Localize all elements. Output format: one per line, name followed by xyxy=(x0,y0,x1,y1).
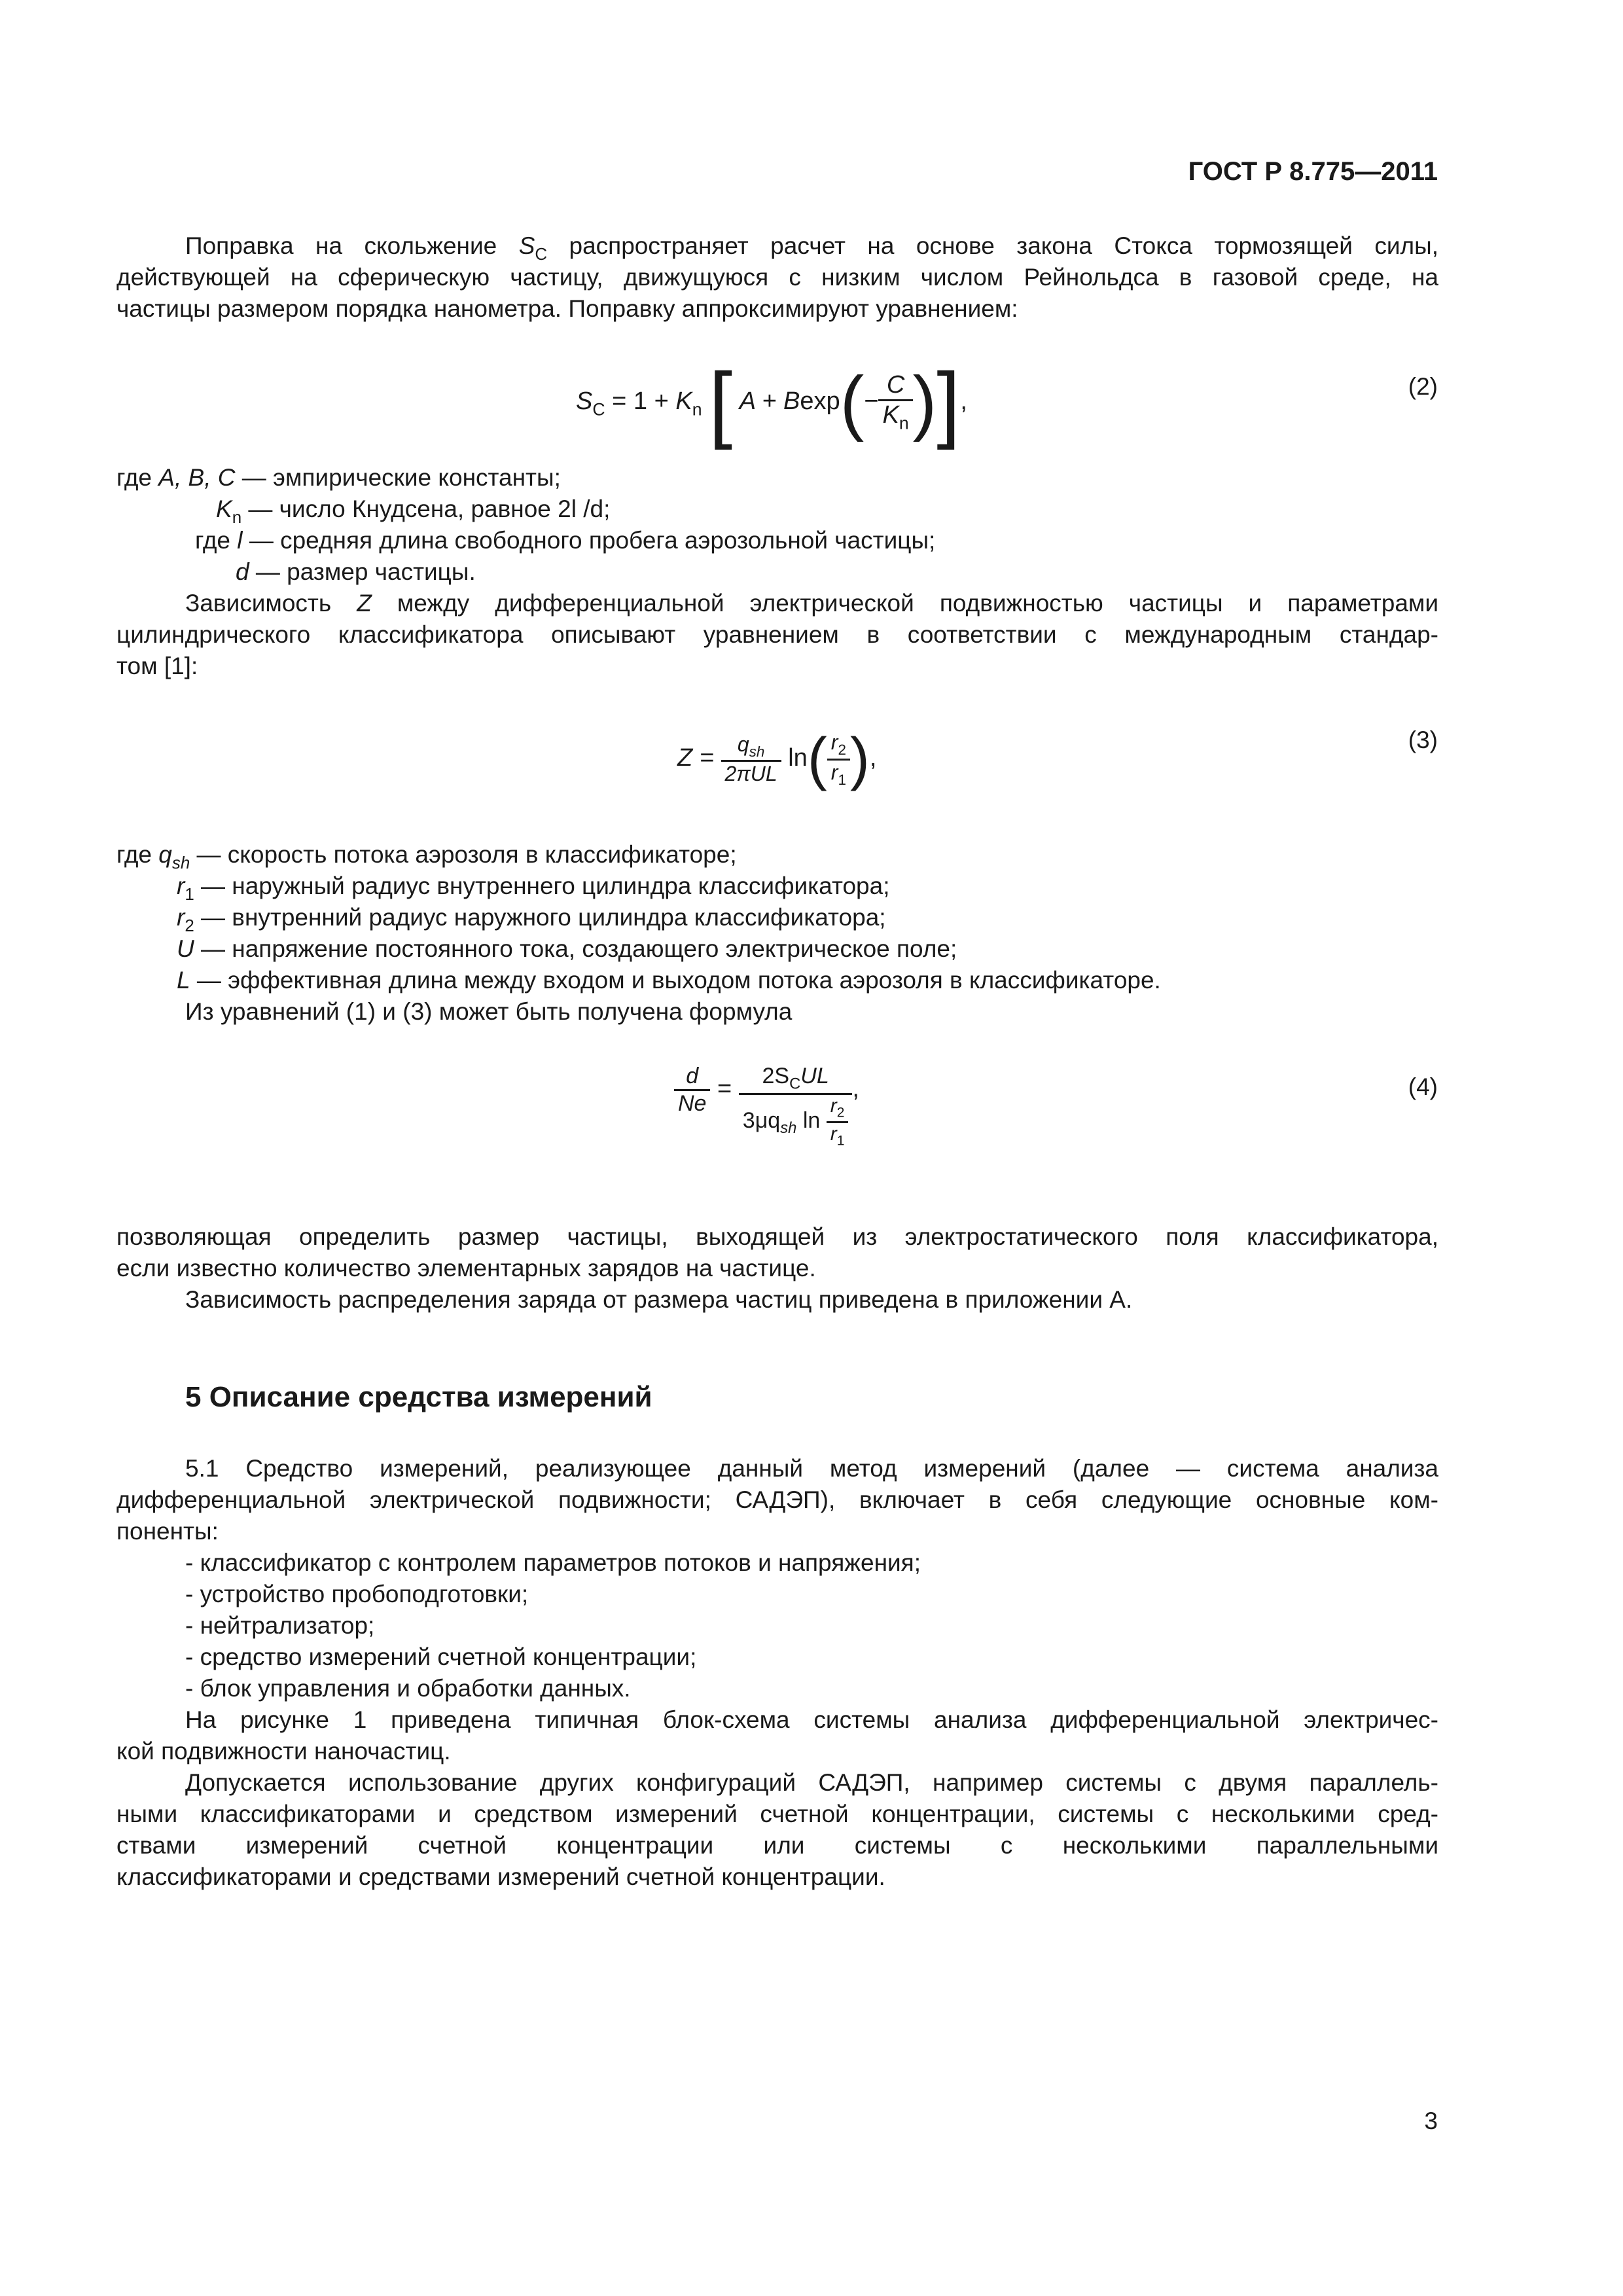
s5-p2-line-2: кой подвижности наночастиц. xyxy=(116,1738,451,1765)
list-item: - устройство пробоподготовки; xyxy=(185,1581,529,1607)
para-z-line-2: цилиндрического классификатора описывают уравнением в соответствии с международным стандар- xyxy=(116,621,1438,648)
def-l-length: L — эффективная длина между входом и выходом потока аэрозоля в классификаторе. xyxy=(177,967,1161,994)
def-kn: $K_n$ — число Кнудсена, равное 2l /d; xyxy=(216,495,611,528)
equation-4: $\frac{d}{Ne}$ = $2S_CUL$ $3\mu q_{sh}$ ln $\frac{r_2}{r_1}$ , xyxy=(674,1064,859,1149)
equation-3: Z = $\frac{q_{sh}}{\text{2πUL}}$ ln( $\frac{r_2}{r_1}$ ), xyxy=(677,726,877,792)
def-r2: $r_2$ — внутренний радиус наружного цилиндра классификатора; xyxy=(177,904,886,936)
document-code: ГОСТ Р 8.775—2011 xyxy=(1188,157,1438,186)
page-number: 3 xyxy=(1424,2108,1438,2134)
s5-p3-line-3: ствами измерений счетной концентрации или системы с несколькими параллельными xyxy=(116,1832,1438,1859)
intro-line-3: частицы размером порядка нанометра. Поправку аппроксимируют уравнением: xyxy=(116,295,1018,322)
list-item: - классификатор с контролем параметров потоков и напряжения; xyxy=(185,1549,921,1576)
list-item: - блок управления и обработки данных. xyxy=(185,1675,631,1702)
after4-line-1: позволяющая определить размер частицы, выходящей из электростатического поля классификатора, xyxy=(116,1223,1438,1250)
appendix-reference: Зависимость распределения заряда от размера частиц приведена в приложении А. xyxy=(185,1286,1133,1313)
equation-4-number: (4) xyxy=(1408,1073,1438,1100)
equation-2-number: (2) xyxy=(1408,373,1438,400)
equation-3-number: (3) xyxy=(1408,726,1438,753)
section-5-title: 5 Описание средства измерений xyxy=(185,1381,652,1413)
intro-line-1: Поправка на скольжение $S_C$ распространяет расчет на основе закона Стокса тормозящей силы, xyxy=(185,232,1438,264)
s5-p1-line-1: 5.1 Средство измерений, реализующее данный метод измерений (далее — система анализа xyxy=(185,1455,1438,1482)
para-z-line-3: том [1]: xyxy=(116,653,198,679)
def-r1: $r_1$ — наружный радиус внутреннего цилиндра классификатора; xyxy=(177,872,890,905)
def-l: где l — средняя длина свободного пробега аэрозольной частицы; xyxy=(195,527,936,554)
s5-p1-line-2: дифференциальной электрической подвижности; САДЭП), включает в себя следующие основные ком- xyxy=(116,1486,1438,1513)
list-item: - нейтрализатор; xyxy=(185,1612,375,1639)
s5-p2-line-1: На рисунке 1 приведена типичная блок-схема системы анализа дифференциальной электричес- xyxy=(185,1706,1438,1733)
s5-p3-line-4: классификаторами и средствами измерений счетной концентрации. xyxy=(116,1863,885,1890)
para-z-line-1: Зависимость Z между дифференциальной электрической подвижностью частицы и параметрами xyxy=(185,590,1439,617)
def-u: U — напряжение постоянного тока, создающего электрическое поле; xyxy=(177,935,957,962)
def-d: d — размер частицы. xyxy=(236,558,476,585)
from-equations: Из уравнений (1) и (3) может быть получена формула xyxy=(185,998,793,1025)
def-abc: где A, B, C — эмпирические константы; xyxy=(116,464,561,491)
equation-2: $S_C = 1 + K_n$ [ A + Bexp(− $\frac{C}{K_n}$ )], xyxy=(576,355,967,450)
s5-p3-line-1: Допускается использование других конфигураций САДЭП, например системы с двумя параллель- xyxy=(185,1769,1438,1796)
s5-p1-line-3: поненты: xyxy=(116,1518,219,1545)
intro-line-2: действующей на сферическую частицу, движущуюся с низким числом Рейнольдса в газовой среде, на xyxy=(116,264,1438,291)
def-qsh: где $q_{sh}$ — скорость потока аэрозоля в классификаторе; xyxy=(116,841,737,873)
after4-line-2: если известно количество элементарных зарядов на частице. xyxy=(116,1255,816,1282)
list-item: - средство измерений счетной концентрации; xyxy=(185,1643,697,1670)
s5-p3-line-2: ными классификаторами и средством измерений счетной концентрации, системы с несколькими сред- xyxy=(116,1801,1438,1827)
